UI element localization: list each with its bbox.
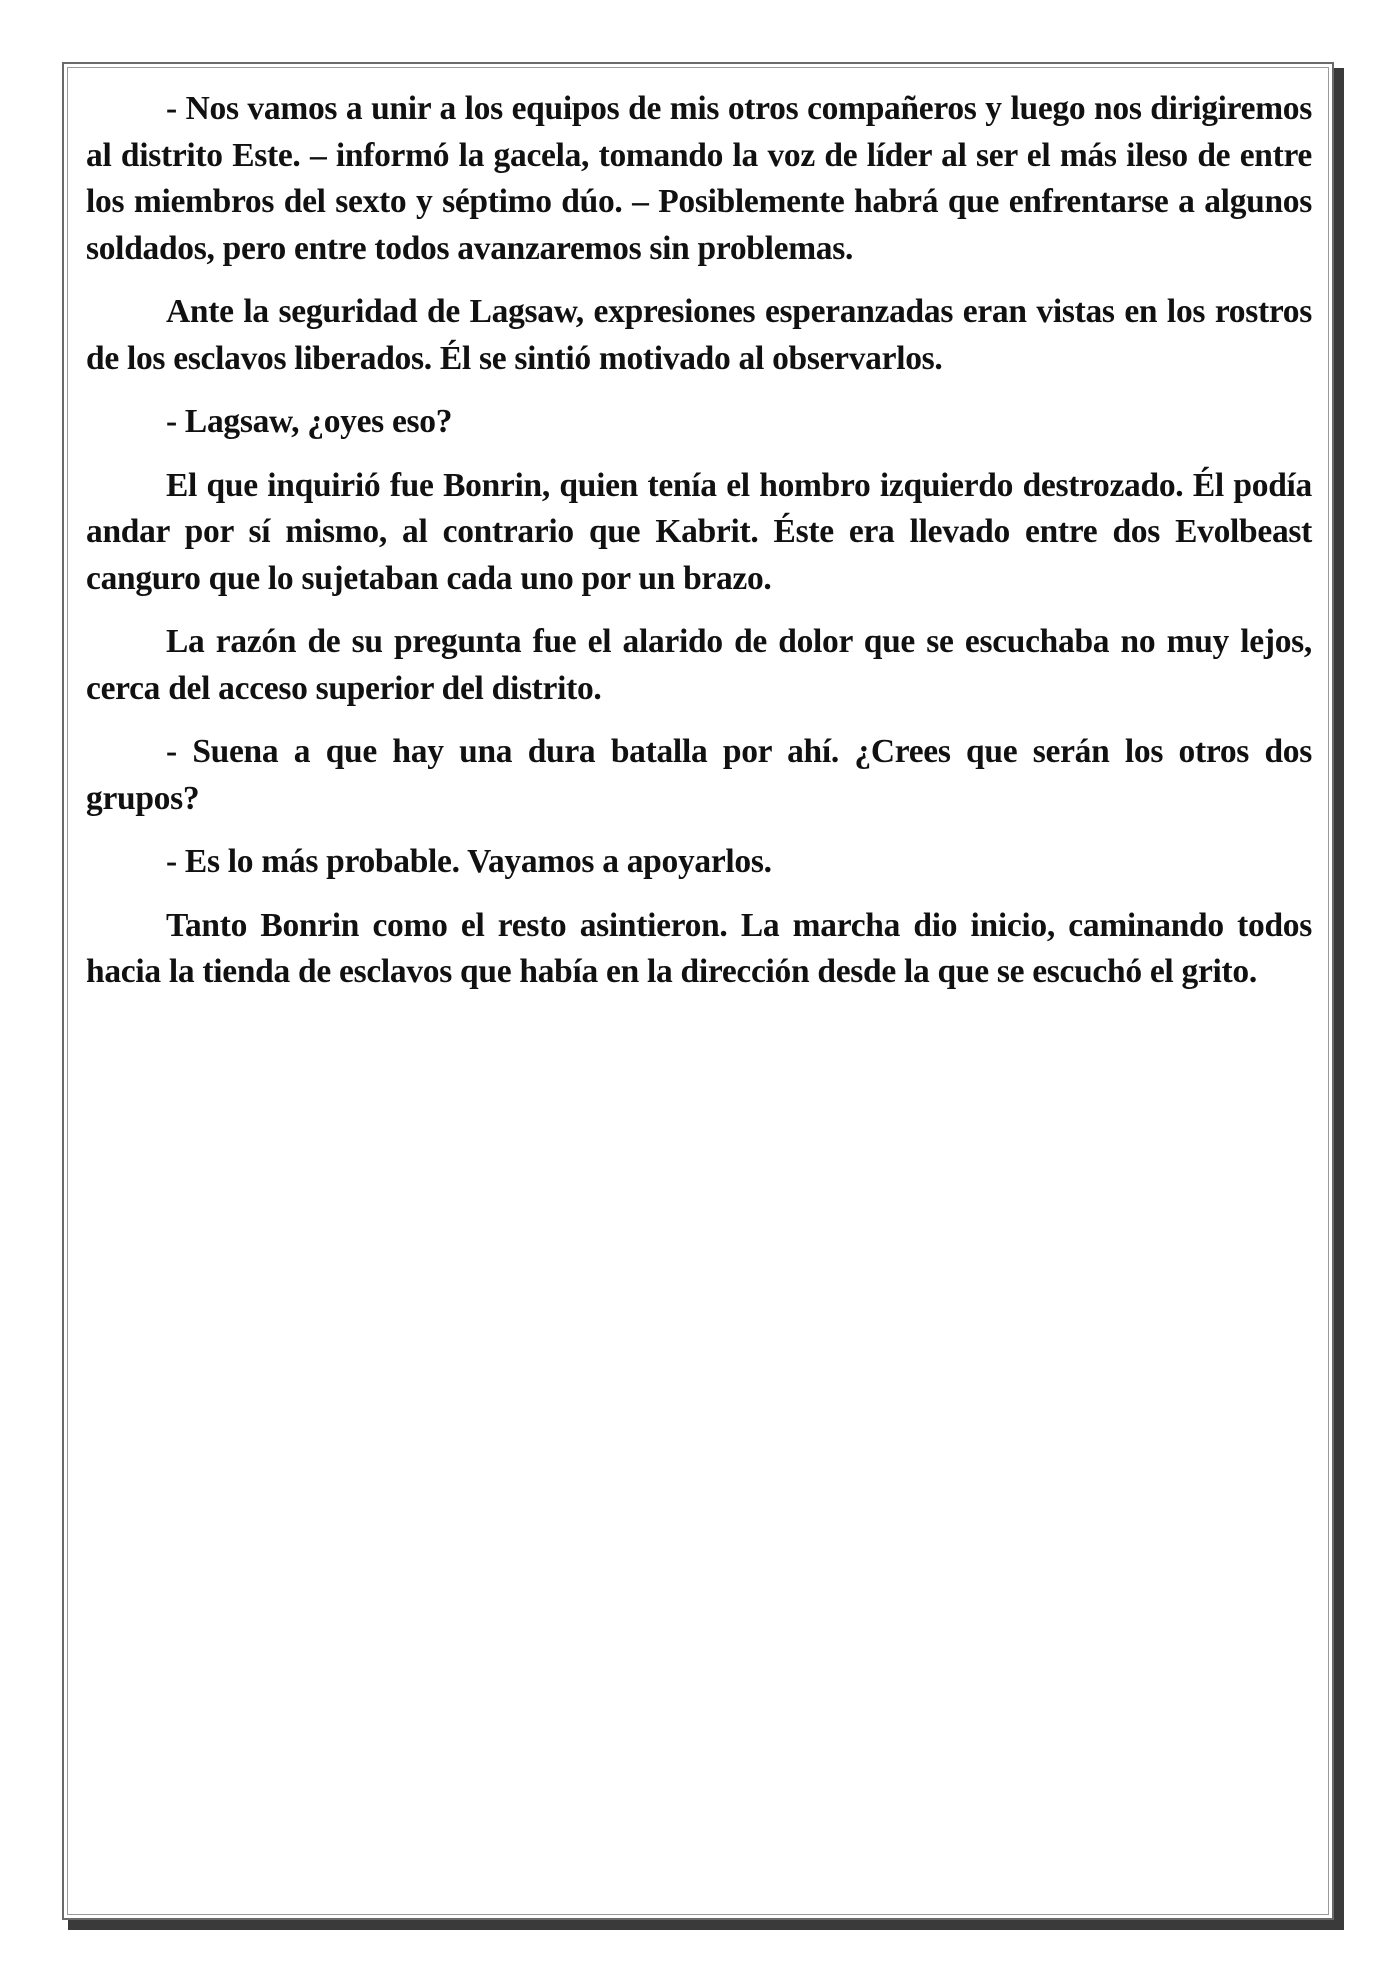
paragraph-8: Tanto Bonrin como el resto asintieron. La marcha dio inicio, caminando todos hacia la tienda de esclavos que había en la dirección desde la que se escuchó el grito. <box>86 906 1312 990</box>
page-frame <box>62 62 1334 1920</box>
paragraph-3: - Lagsaw, ¿oyes eso? <box>166 403 453 440</box>
paragraph-2: Ante la seguridad de Lagsaw, expresiones esperanzadas eran vistas en los rostros de los esclavos liberados. Él se sintió motivado al observarlos. <box>86 293 1312 377</box>
paragraph-6: - Suena a que hay una dura batalla por ahí. ¿Crees que serán los otros dos grupos? <box>86 733 1312 817</box>
paragraph-5: La razón de su pregunta fue el alarido de dolor que se escuchaba no muy lejos, cerca del acceso superior del distrito. <box>86 623 1312 707</box>
paragraph-4: El que inquirió fue Bonrin, quien tenía el hombro izquierdo destrozado. Él podía andar por sí mismo, al contrario que Kabrit. Éste era llevado entre dos Evolbeast canguro que lo sujetaban cada uno por un brazo. <box>86 466 1312 597</box>
paragraph-1: - Nos vamos a unir a los equipos de mis otros compañeros y luego nos dirigiremos al distrito Este. – informó la gacela, tomando la voz de líder al ser el más ileso de entre los miembros del sexto y séptimo dúo. – Posiblemente habrá que enfrentarse a algunos soldados, pero entre todos avanzaremos sin problemas. <box>86 90 1312 267</box>
page-text <box>86 86 1312 1013</box>
paragraph-7: - Es lo más probable. Vayamos a apoyarlos. <box>166 843 772 880</box>
